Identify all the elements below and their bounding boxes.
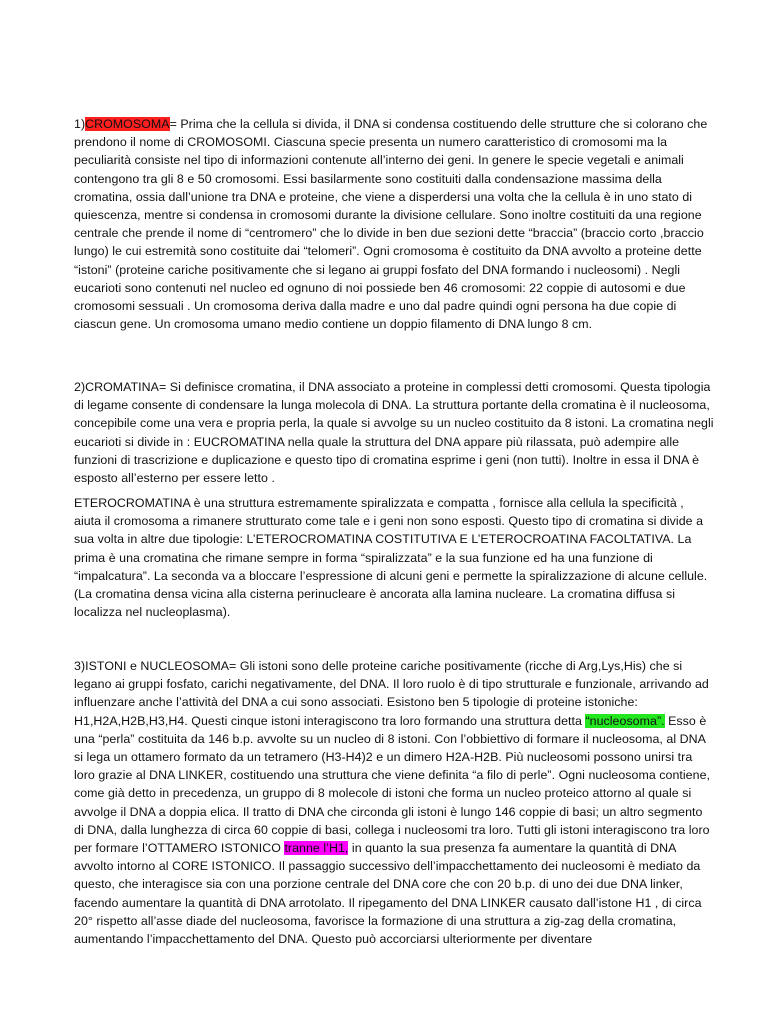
paragraph-eterocromatina: ETEROCROMATINA è una struttura estremamente spiralizzata e compatta , fornisce alla cellula la specificità , aiuta il cromosoma a rimanere strutturato come tale e i geni non sono esposti. Questo tipo di cromatina si divide a sua volta in altre due tipologie: L’ETEROCROMATINA COSTITUTIVA E L’ETEROCROATINA FACOLTATIVA. La prima è una cromatina che rimane sempre in forma “spiralizzata” e la sua funzione ed ha una funzione di “impalcatura”. La seconda va a bloccare l’espressione di alcuni geni e permette la spiralizzazione di alcune cellule. (La cromatina densa vicina alla cisterna perinucleare è ancorata alla lamina nucleare. La cromatina diffusa si localizza nel nucleoplasma).: [74, 496, 708, 620]
paragraph-cromatina: 2)CROMATINA= Si definisce cromatina, il DNA associato a proteine in complessi detti cromosomi. Questa tipologia di legame consente di condensare la lunga molecola di DNA. La struttura portante della cromatina è il nucleosoma, concepibile come una vera e propria perla, la quale si avvolge su un nucleo costituito da 8 istoni. La cromatina negli eucarioti si divide in : EUCROMATINA nella quale la struttura del DNA appare più rilassata, può adempire alle funzioni di trascrizione e duplicazione e questo tipo di cromatina esprime i geni (non tutti). Inoltre in essa il DNA è esposto all’esterno per essere letto .: [74, 380, 714, 486]
paragraph-cromosoma: [74, 115, 714, 333]
paragraph-text: = Prima che la cellula si divida, il DNA si condensa costituendo delle strutture che si colorano che prendono il nome di CROMOSOMI. Ciascuna specie presenta un numero caratteristico di cromosomi ma la peculiarità consiste nel tipo di informazioni contenute all’interno dei geni. In genere le specie vegetali e animali contengono tra gli 8 e 50 cromosomi. Essi basilarmente sono costituiti dalla condensazione massima della cromatina, ossia dall’unione tra DNA e proteine, che viene a disperdersi una volta che la cellula è in uno stato di quiescenza, mentre si condensa in cromosomi durante la divisione cellulare. Sono inoltre costituiti da una regione centrale che prende il nome di “centromero” che lo divide in ben due sezioni dette “braccia” (braccio corto ,braccio lungo) le cui estremità sono costituite dai “telomeri”. Ogni cromosoma è costituito da DNA avvolto a proteine dette “istoni” (proteine cariche positivamente che si legano ai gruppi fosfato del DNA formando i nucleosomi) . Negli eucarioti sono contenuti nel nucleo ed ognuno di noi possiede ben 46 cromosomi: 22 coppie di autosomi e due cromosomi sessuali . Un cromosoma deriva dalla madre e uno dal padre quindi ogni persona ha due copie di ciascun gene. Un cromosoma umano medio contiene un doppio filamento di DNA lungo 8 cm.: [74, 117, 708, 332]
paragraph-text: Esso è una “perla” costituita da 146 b.p. avvolte su un nucleo di 8 istoni. Con l’obbiettivo di formare il nucleosoma, al DNA si lega un ottamero formato da un tetramero (H3-H4)2 e un dimero H2A-H2B. Più nucleosomi possono unirsi tra loro grazie al DNA LINKER, costituendo una struttura che viene definita “a filo di perle”. Ogni nucleosoma contiene, come già detto in precedenza, un gruppo di 8 molecole di istoni che forma un nucleo proteico attorno al quale si avvolge il DNA a doppia elica. Il tratto di DNA che circonda gli istoni è lungo 146 coppie di basi; un altro segmento di DNA, dalla lunghezza di circa 60 coppie di basi, collega i nucleosomi tra loro. Tutti gli istoni interagiscono tra loro per formare l’OTTAMERO ISTONICO: [74, 713, 710, 856]
section-number: 1): [74, 117, 86, 131]
paragraph-text: 3)ISTONI e NUCLEOSOMA= Gli istoni sono delle proteine cariche positivamente (ricche di Arg,Lys,His) che si legano ai gruppi fosfato, carichi negativamente, del DNA. Il loro ruolo è di tipo strutturale e funzionale, arrivando ad influenzare anche l’attività del DNA a cui sono associati. Esistono ben 5 tipologie di proteine istoniche: H1,H2A,H2B,H3,H4. Questi cinque istoni interagiscono tra loro formando una struttura detta: [74, 659, 709, 728]
highlight-cromosoma: CROMOSOMA: [85, 117, 170, 131]
paragraph-istoni: [74, 657, 714, 948]
paragraph-text: in quanto la sua presenza fa aumentare la quantità di DNA avvolto intorno al CORE ISTONICO. Il passaggio successivo dell’impacchettamento dei nucleosomi è mediato da questo, che interagisce sia con una porzione centrale del DNA core che con 20 b.p. di uno dei due DNA linker, facendo aumentare la quantità di DNA arrotolato. Il ripegamento del DNA LINKER causato dall’istone H1 , di circa 20° rispetto all’asse diade del nucleosoma, favorisce la formazione di una struttura a zig-zag della cromatina, aumentando l’impacchettamento del DNA. Questo può accorciarsi ulteriormente per diventare: [74, 841, 702, 947]
highlight-nucleosoma: “nucleosoma”.: [585, 713, 665, 728]
highlight-tranne-h1: tranne l’H1,: [284, 841, 349, 856]
